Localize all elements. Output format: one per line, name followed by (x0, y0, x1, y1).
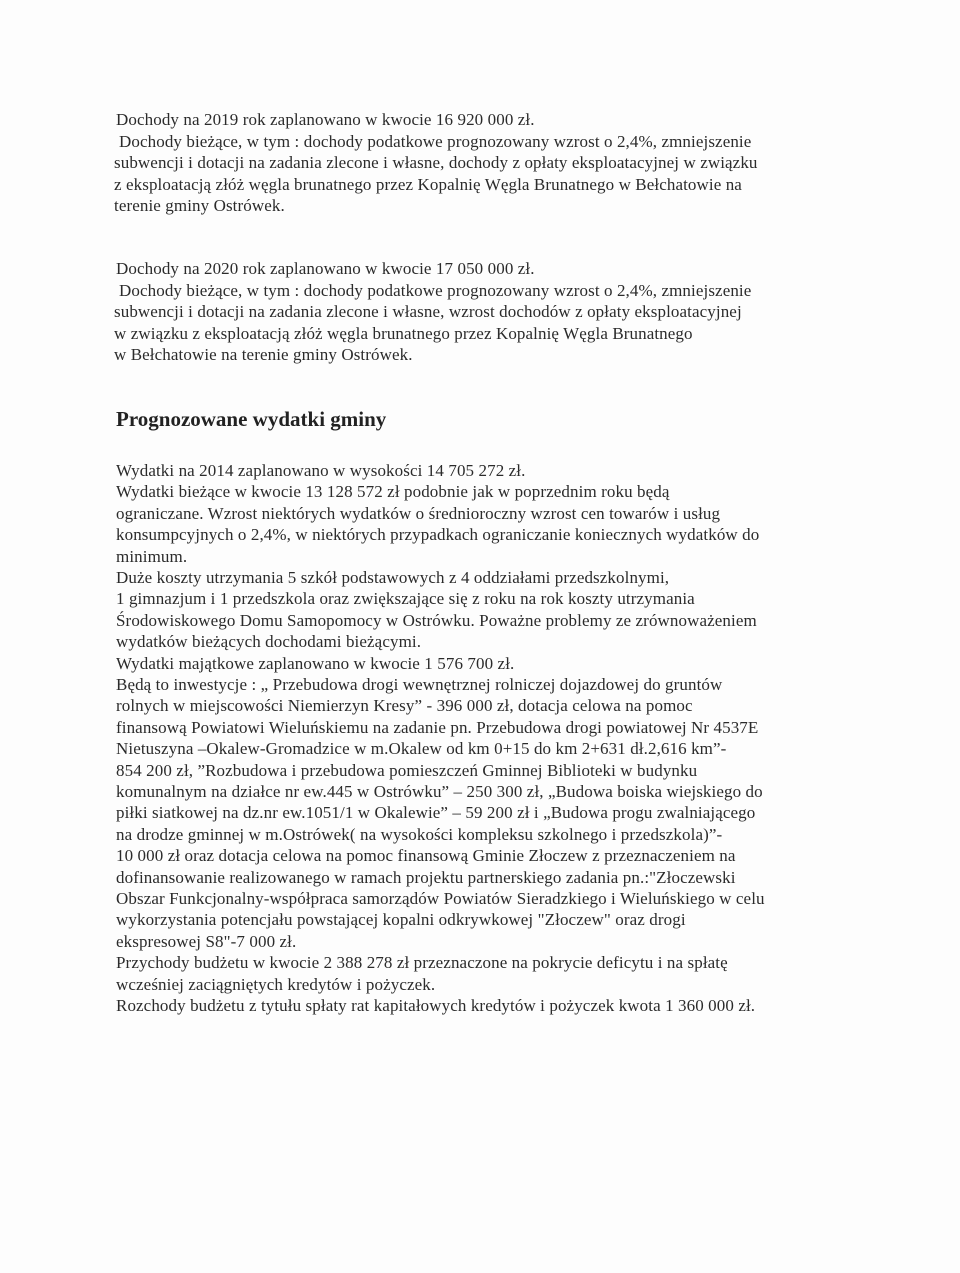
section3-line: piłki siatkowej na dz.nr ew.1051/1 w Okalewie” – 59 200 zł i „Budowa progu zwalniającego (116, 803, 756, 823)
section2-line: w Bełchatowie na terenie gminy Ostrówek. (114, 345, 413, 365)
section3-line: Wydatki na 2014 zaplanowano w wysokości 14 705 272 zł. (116, 461, 526, 480)
section3-line: ograniczane. Wzrost niektórych wydatków o średnioroczny wzrost cen towarów i usług (116, 503, 721, 523)
section1-line: Dochody na 2019 rok zaplanowano w kwocie 16 920 000 zł. (116, 110, 535, 129)
section3-line: wykorzystania potencjału powstającej kopalni odkrywkowej "Złoczew" oraz drogi (116, 910, 686, 930)
section3-line: Wydatki majątkowe zaplanowano w kwocie 1 576 700 zł. (116, 653, 515, 673)
section3-line: konsumpcyjnych o 2,4%, w niektórych przypadkach ograniczanie koniecznych wydatków do (116, 525, 760, 545)
section3-line: Duże koszty utrzymania 5 szkół podstawowych z 4 oddziałami przedszkolnymi, (116, 568, 670, 587)
section3-line: komunalnym na działce nr ew.445 w Ostrówku” – 250 300 zł, „Budowa boiska wiejskiego do (116, 782, 763, 801)
section2-line: w związku z eksploatacją złóż węgla brunatnego przez Kopalnię Węgla Brunatnego (114, 323, 693, 343)
section3-line: 10 000 zł oraz dotacja celowa na pomoc finansową Gminie Złoczew z przeznaczeniem na (116, 846, 736, 866)
section2-line: Dochody na 2020 rok zaplanowano w kwocie 17 050 000 zł. (116, 259, 535, 278)
section3-line: na drodze gminnej w m.Ostrówek( na wysokości kompleksu szkolnego i przedszkola)”- (116, 824, 723, 844)
section3-line: 1 gimnazjum i 1 przedszkola oraz zwiększające się z roku na rok koszty utrzymania (116, 589, 695, 609)
section2-line: Dochody bieżące, w tym : dochody podatkowe prognozowany wzrost o 2,4%, zmniejszenie (119, 280, 752, 300)
section3-line: Wydatki bieżące w kwocie 13 128 572 zł podobnie jak w poprzednim roku będą (116, 482, 670, 502)
section3-line: Obszar Funkcjonalny-współpraca samorządów Powiatów Sieradzkiego i Wieluńskiego w celu (116, 889, 765, 908)
section3-line: Rozchody budżetu z tytułu spłaty rat kapitałowych kredytów i pożyczek kwota 1 360 000 zł. (116, 996, 756, 1015)
section3-line: finansową Powiatowi Wieluńskiemu na zadanie pn. Przebudowa drogi powiatowej Nr 4537E (116, 717, 759, 737)
section3-line: Środowiskowego Domu Samopomocy w Ostrówku. Poważne problemy ze zrównoważeniem (116, 610, 757, 630)
section3-line: minimum. (116, 546, 188, 566)
section3-line: Będą to inwestycje : „ Przebudowa drogi wewnętrznej rolniczej dojazdowej do gruntów (116, 675, 723, 694)
section3-line: rolnych w miejscowości Niemierzyn Kresy” - 396 000 zł, dotacja celowa na pomoc (116, 696, 693, 716)
section1-line: Dochody bieżące, w tym : dochody podatkowe prognozowany wzrost o 2,4%, zmniejszenie (119, 131, 752, 151)
section3-line: 854 200 zł, ”Rozbudowa i przebudowa pomieszczeń Gminnej Biblioteki w budynku (116, 760, 698, 780)
section3-line: ekspresowej S8"-7 000 zł. (116, 931, 297, 951)
section-heading: Prognozowane wydatki gminy (116, 407, 387, 431)
section3-line: wydatków bieżących dochodami bieżącymi. (116, 632, 422, 652)
section3-line: dofinansowanie realizowanego w ramach projektu partnerskiego zadania pn.:"Złoczewski (116, 867, 736, 887)
section1-line: terenie gminy Ostrówek. (114, 196, 285, 216)
section2-line: subwencji i dotacji na zadania zlecone i własne, wzrost dochodów z opłaty eksploatacyjnej (114, 302, 742, 322)
section1-line: subwencji i dotacji na zadania zlecone i własne, dochody z opłaty eksploatacyjnej w związku (114, 153, 758, 173)
section3-line: Przychody budżetu w kwocie 2 388 278 zł przeznaczone na pokrycie deficytu i na spłatę (116, 953, 728, 973)
section1-line: z eksploatacją złóż węgla brunatnego przez Kopalnię Węgla Brunatnego w Bełchatowie na (114, 174, 742, 194)
section3-line: Nietuszyna –Okalew-Gromadzice w m.Okalew od km 0+15 do km 2+631 dł.2,616 km”- (116, 739, 727, 759)
section3-line: wcześniej zaciągniętych kredytów i pożyczek. (116, 974, 436, 994)
